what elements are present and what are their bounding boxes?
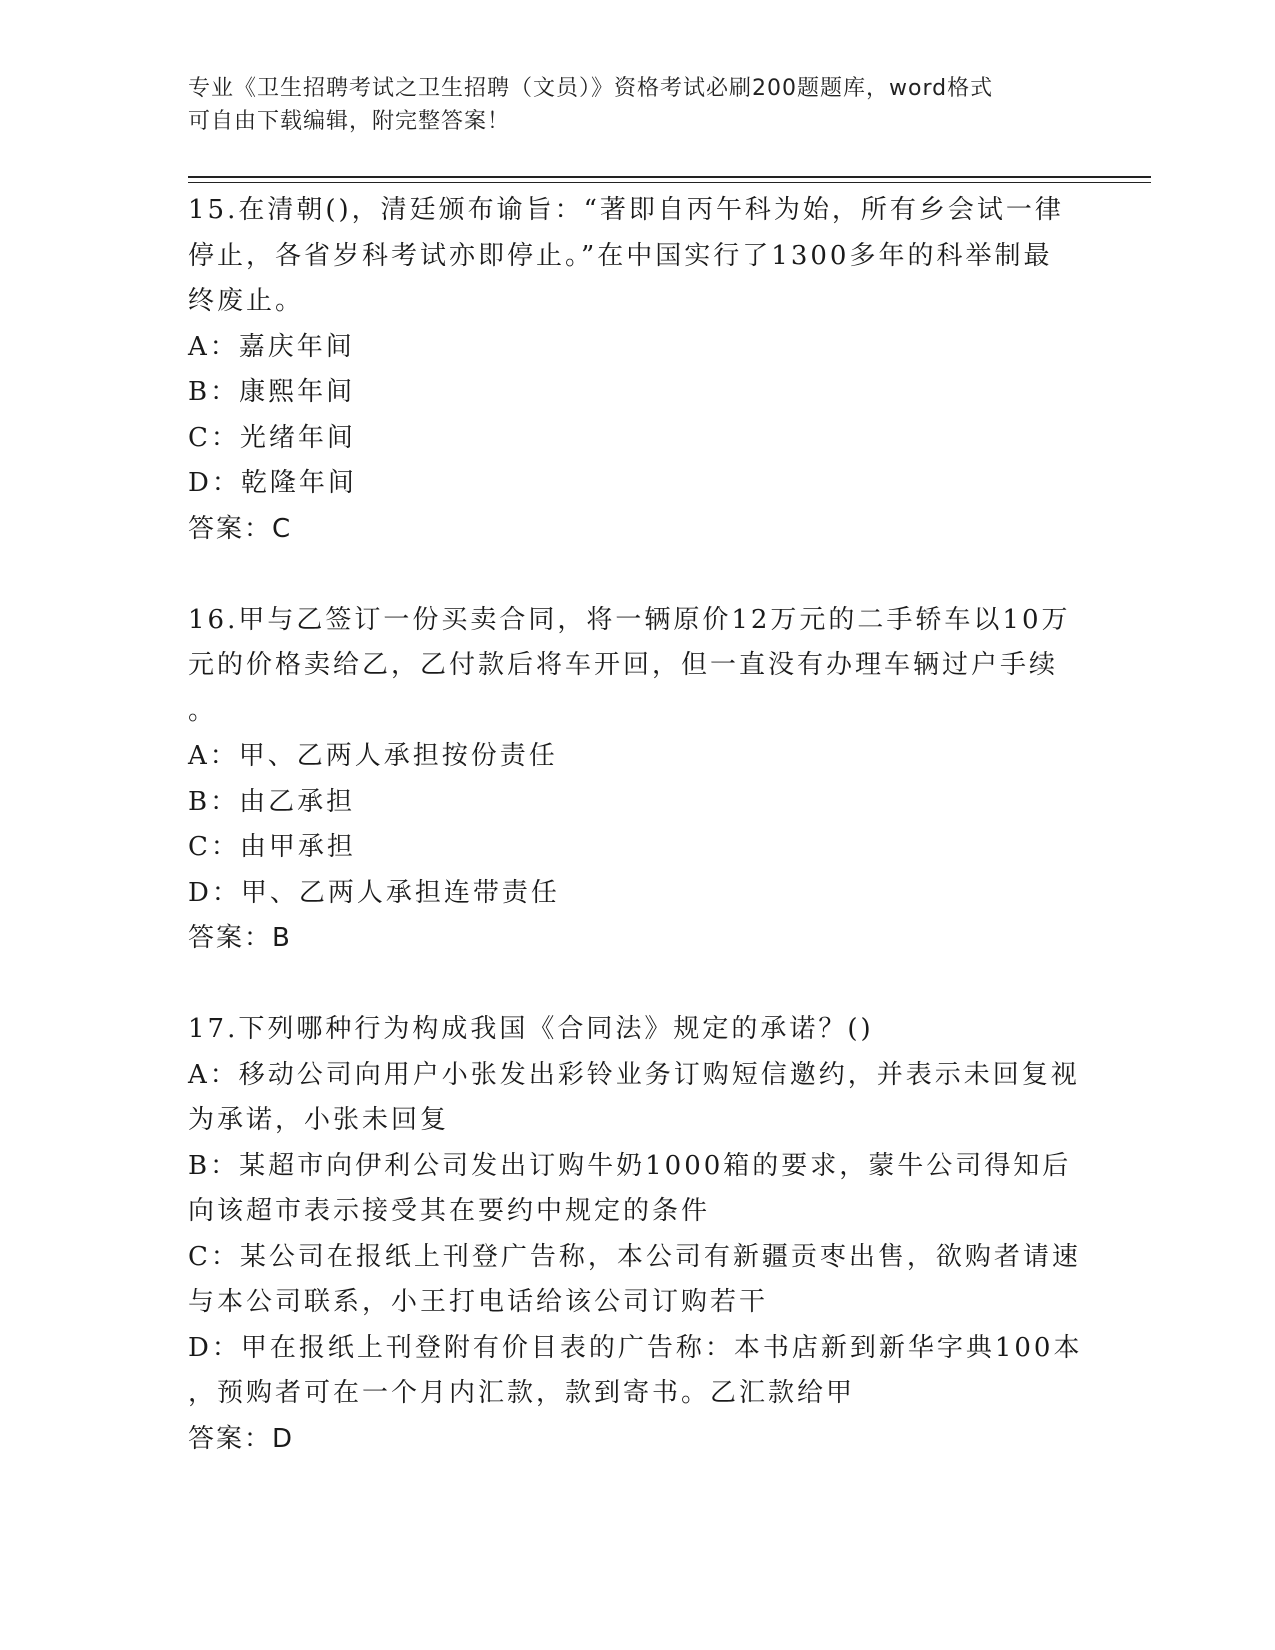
question-15 bbox=[188, 188, 1088, 552]
question-stem-line: 16.甲与乙签订一份买卖合同，将一辆原价12万元的二手轿车以10万 bbox=[188, 604, 1071, 635]
header-divider-thick bbox=[188, 176, 1151, 178]
answer-label: 答案：D bbox=[188, 1423, 295, 1454]
option-a: A：甲、乙两人承担按份责任 bbox=[188, 741, 558, 771]
question-list bbox=[188, 188, 1088, 1462]
option-c: C：由甲承担 bbox=[188, 832, 356, 862]
header-line-2: 可自由下载编辑，附完整答案！ bbox=[188, 109, 511, 134]
answer-label: 答案：B bbox=[188, 923, 292, 953]
option-b: B：某超市向伊利公司发出订购牛奶1000箱的要求，蒙牛公司得知后 bbox=[188, 1150, 1072, 1181]
question-16 bbox=[188, 598, 1088, 962]
option-a: A：嘉庆年间 bbox=[188, 331, 355, 362]
option-d: D：甲、乙两人承担连带责任 bbox=[188, 877, 560, 908]
question-stem-line: 15.在清朝()，清廷颁布谕旨：“著即自丙午科为始，所有乡会试一律 bbox=[188, 195, 1064, 225]
document-header bbox=[188, 72, 1068, 138]
question-stem-line: 停止，各省岁科考试亦即停止。”在中国实行了1300多年的科举制最 bbox=[188, 240, 1053, 271]
option-b: B：由乙承担 bbox=[188, 786, 356, 817]
option-d: D：乾隆年间 bbox=[188, 468, 357, 498]
question-stem-line: 终废止。 bbox=[188, 286, 305, 316]
option-a: A：移动公司向用户小张发出彩铃业务订购短信邀约，并表示未回复视 bbox=[188, 1059, 1080, 1090]
header-divider-thin bbox=[188, 182, 1151, 183]
question-stem-line: 17.下列哪种行为构成我国《合同法》规定的承诺？() bbox=[188, 1014, 874, 1044]
option-b-continued: 向该超市表示接受其在要约中规定的条件 bbox=[188, 1196, 711, 1226]
option-c-continued: 与本公司联系，小王打电话给该公司订购若干 bbox=[188, 1287, 769, 1317]
question-17 bbox=[188, 1007, 1088, 1462]
option-d-continued: ，预购者可在一个月内汇款，款到寄书。乙汇款给甲 bbox=[188, 1378, 856, 1408]
answer-label: 答案：C bbox=[188, 513, 293, 544]
option-c: C：某公司在报纸上刊登广告称，本公司有新疆贡枣出售，欲购者请速 bbox=[188, 1241, 1081, 1272]
question-stem-line: 。 bbox=[188, 695, 218, 726]
option-a-continued: 为承诺，小张未回复 bbox=[188, 1105, 450, 1135]
question-spacer bbox=[188, 552, 1088, 598]
header-line-1: 专业《卫生招聘考试之卫生招聘（文员）》资格考试必刷200题题库，word格式 bbox=[188, 76, 994, 101]
option-b: B：康熙年间 bbox=[188, 377, 356, 407]
option-d: D：甲在报纸上刊登附有价目表的广告称：本书店新到新华字典100本 bbox=[188, 1332, 1083, 1363]
question-stem-line: 元的价格卖给乙，乙付款后将车开回，但一直没有办理车辆过户手续 bbox=[188, 650, 1059, 680]
question-spacer bbox=[188, 962, 1088, 1008]
option-c: C：光绪年间 bbox=[188, 422, 356, 453]
